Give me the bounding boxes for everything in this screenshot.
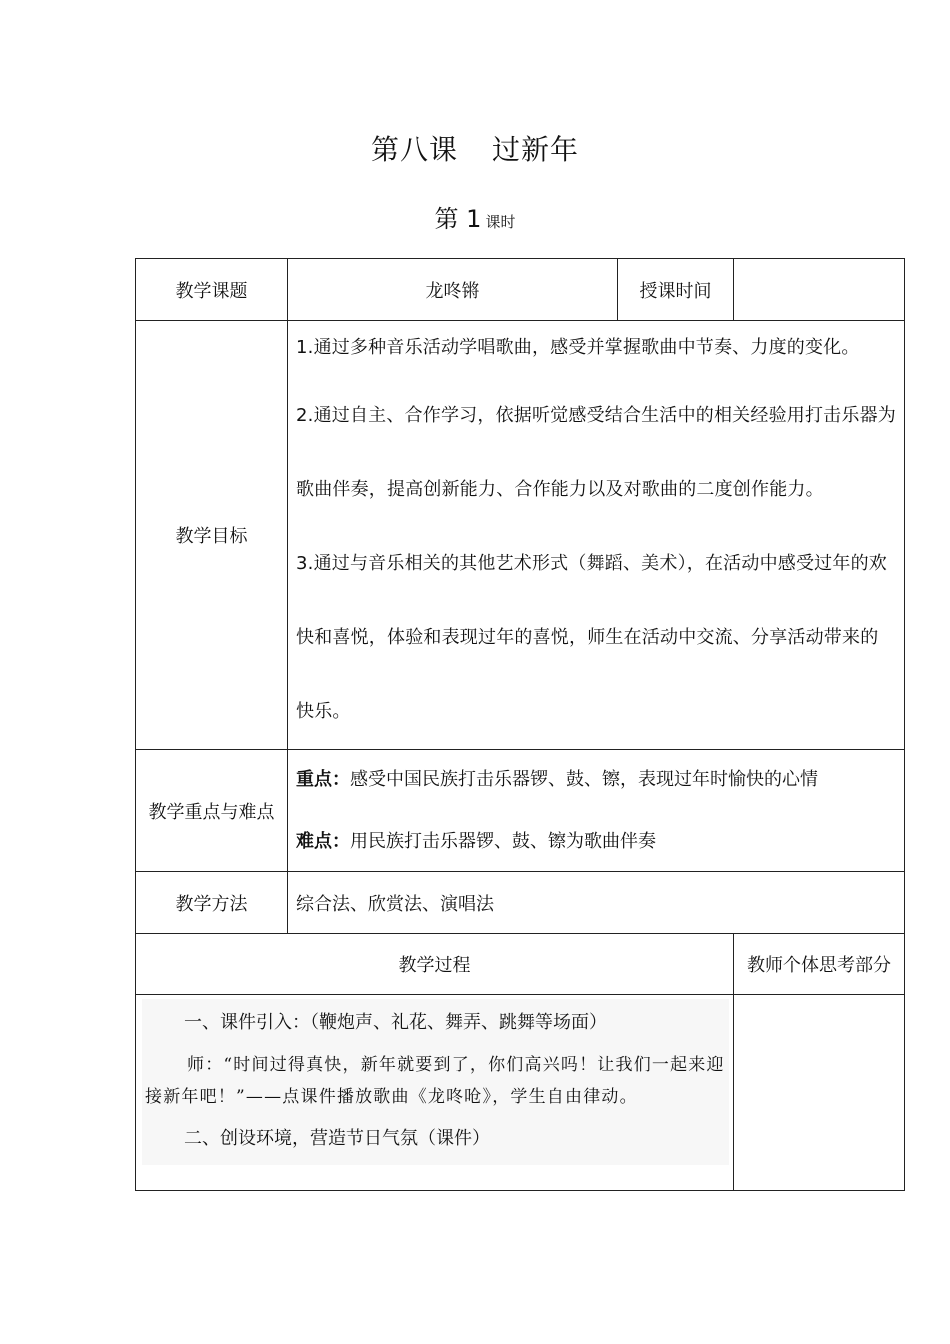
time-value [734, 259, 905, 321]
key-point-label: 重点： [296, 769, 350, 790]
time-label: 授课时间 [618, 259, 734, 321]
process-section-1: 一、课件引入：（鞭炮声、礼花、舞弄、跳舞等场面） [184, 1012, 607, 1033]
reflection-content [734, 995, 905, 1191]
key-point-text: 感受中国民族打击乐器锣、鼓、镲，表现过年时愉快的心情 [350, 769, 818, 790]
table-row-process [136, 995, 905, 1191]
table-row-goals [136, 321, 905, 750]
process-content [136, 995, 734, 1191]
table-row-process-header [136, 934, 905, 995]
process-label: 教学过程 [136, 934, 734, 995]
period-subtitle [0, 202, 950, 239]
keypoints-content [288, 750, 905, 872]
lesson-name: 过新年 [492, 133, 580, 166]
difficulty-text: 用民族打击乐器锣、鼓、镲为歌曲伴奏 [350, 831, 656, 852]
key-point [296, 764, 896, 795]
table-row-topic [136, 259, 905, 321]
topic-value: 龙咚锵 [288, 259, 618, 321]
goal-item: 2.通过自主、合作学习，依据听觉感受结合生活中的相关经验用打击乐器为歌曲伴奏，提高创新能力、合作能力以及对歌曲的二度创作能力。 [296, 405, 896, 500]
reflection-label: 教师个体思考部分 [734, 934, 905, 995]
goals-content [288, 321, 905, 750]
method-value: 综合法、欣赏法、演唱法 [288, 872, 905, 934]
lesson-number: 第八课 [370, 133, 458, 166]
process-text-block [142, 999, 729, 1165]
process-quote: 师：“时间过得真快，新年就要到了，你们高兴吗！让我们一起来迎接新年吧！”——点课件播放歌曲《龙咚呛》，学生自由律动。 [145, 1055, 725, 1107]
period-unit: 课时 [485, 213, 516, 231]
difficulty-point [296, 826, 896, 857]
goal-item: 3.通过与音乐相关的其他艺术形式（舞蹈、美术），在活动中感受过年的欢快和喜悦，体验和表现过年的喜悦，师生在活动中交流、分享活动带来的快乐。 [296, 553, 887, 722]
keypoints-label: 教学重点与难点 [136, 750, 288, 872]
table-row-method [136, 872, 905, 934]
process-section-2: 二、创设环境，营造节日气氛（课件） [184, 1128, 490, 1149]
difficulty-label: 难点： [296, 831, 350, 852]
method-label: 教学方法 [136, 872, 288, 934]
page-title [0, 130, 950, 170]
table-row-keypoints [136, 750, 905, 872]
topic-label: 教学课题 [136, 259, 288, 321]
period-number: 第 1 [434, 205, 482, 233]
lesson-plan-table [135, 258, 905, 1191]
goals-label: 教学目标 [136, 321, 288, 750]
goal-item: 1.通过多种音乐活动学唱歌曲，感受并掌握歌曲中节奏、力度的变化。 [296, 337, 860, 358]
